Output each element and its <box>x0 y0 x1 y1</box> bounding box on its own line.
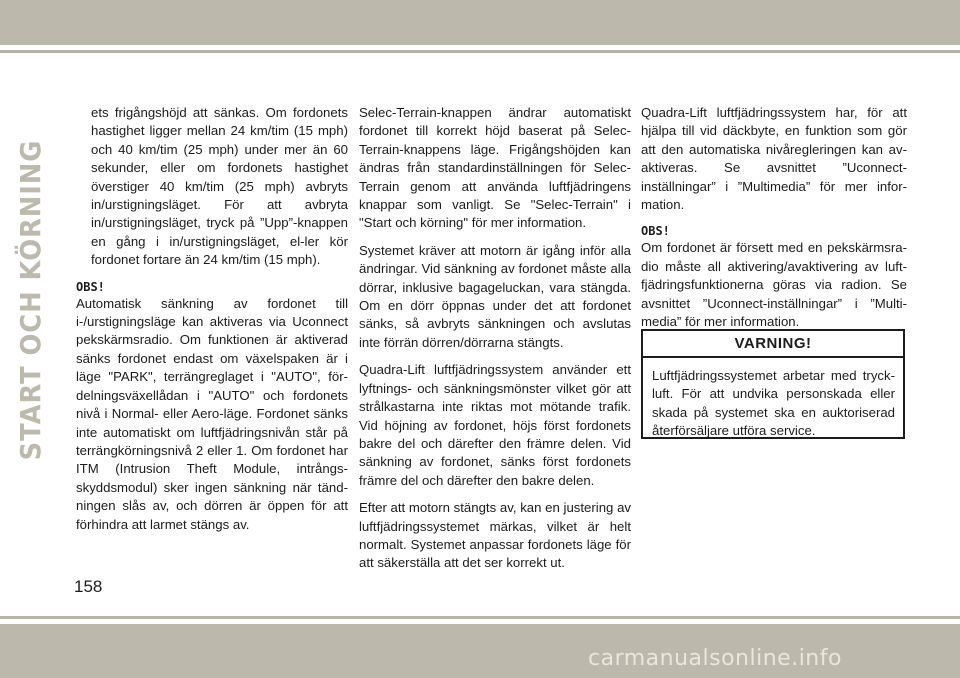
section-title-text: START OCH KÖRNING <box>14 139 47 461</box>
warning-title: VARNING! <box>643 331 903 358</box>
text-column-1 <box>76 104 348 543</box>
warning-box <box>641 329 905 439</box>
watermark-text: carmanualsonline.info <box>588 646 842 671</box>
header-band <box>0 0 960 45</box>
paragraph: Om fordonet är försett med en pekskärmsra-dio måste all aktivering/avaktivering av luft-fjädringsfunktionerna göras via radion. Se avsnittet ”Uconnect-inställningar” i ”Multi-media” för mer information. <box>641 240 907 330</box>
section-side-title <box>14 126 47 475</box>
paragraph: ets frigångshöjd att sänkas. Om fordonets hastighet ligger mellan 24 km/tim (15 mph) och 40 km/tim (25 mph) under mer än 60 sekunder, eller om fordonets hastighet överstiger 40 km/tim (25 mph) avbryts in/urstigningsläget. För att avbryta in/urstigningsläget, tryck på ”Upp”-knappen en gång i in/urstigningsläget, el-ler kör fordonet fortare än 24 km/tim (15 mph). <box>91 105 348 268</box>
note-label: OBS! <box>76 279 105 294</box>
note-label: OBS! <box>641 224 670 239</box>
text-column-2 <box>359 104 631 582</box>
text-column-3 <box>641 104 907 340</box>
paragraph: Quadra-Lift luftfjädringssystem använder ett lyftnings- och sänkningsmönster vilket gör att strålkastarna inte riktas mot mötande trafik. Vid höjning av fordonet, höjs först fordonets bakre del och därefter den främre delen. Vid sänkning av fordonet, sänks först fordonets främre del och därefter den bakre delen. <box>359 362 631 488</box>
page-number: 158 <box>74 577 103 596</box>
footer-rule <box>0 616 960 619</box>
header-rule <box>0 50 960 53</box>
paragraph: Automatisk sänkning av fordonet till i-/urstigningsläge kan aktiveras via Uconnect pekskärmsradio. Om funktionen är aktiverad sänks fordonet endast om växelspaken är i läge "PARK", terrängreglaget i "AUTO", för-delningsväxellådan i "AUTO" och fordonets nivå i Normal- eller Aero-läge. Fordonet sänks inte automatiskt om luftfjädringsnivån står på terrängkörningsnivå 2 eller 1. Om fordonet har ITM (Intrusion Theft Module, intrångs-skyddsmodul) sker ingen sänkning när tänd-ningen slås av, och dörren är öppen för att förhindra att larmet stängs av. <box>76 295 348 532</box>
paragraph: Efter att motorn stängts av, kan en justering av luftfjädringssystemet märkas, vilket är helt normalt. Systemet anpassar fordonets läge för att säkerställa att det ser korrekt ut. <box>359 500 631 571</box>
warning-text: Luftfjädringssystemet arbetar med tryck-luft. För att undvika personskada eller skada på systemet ska en auktoriserad återförsäljare utföra service. <box>652 368 895 439</box>
paragraph: Selec-Terrain-knappen ändrar automatiskt fordonet till korrekt höjd baserat på Selec-Terrain-knappens läge. Frigångshöjden kan ändras från standardinställningen för Selec-Terrain genom att använda luftfjädringens knappar som vanligt. Se "Selec-Terrain" i "Start och körning" för mer information. <box>359 105 631 231</box>
paragraph: Systemet kräver att motorn är igång inför alla ändringar. Vid sänkning av fordonet måste alla dörrar, inklusive bagageluckan, vara stängda. Om en dörr öppnas under det att fordonet sänks, så avbryts sänkningen och avslutas inte förrän dörren/dörrarna stängts. <box>359 242 631 350</box>
paragraph: Quadra-Lift luftfjädringssystem har, för att hjälpa till vid däckbyte, en funktion som gör att den automatiska nivåregleringen kan av-aktiveras. Se avsnittet ”Uconnect-inställningar” i ”Multimedia” för mer infor-mation. <box>641 105 907 213</box>
